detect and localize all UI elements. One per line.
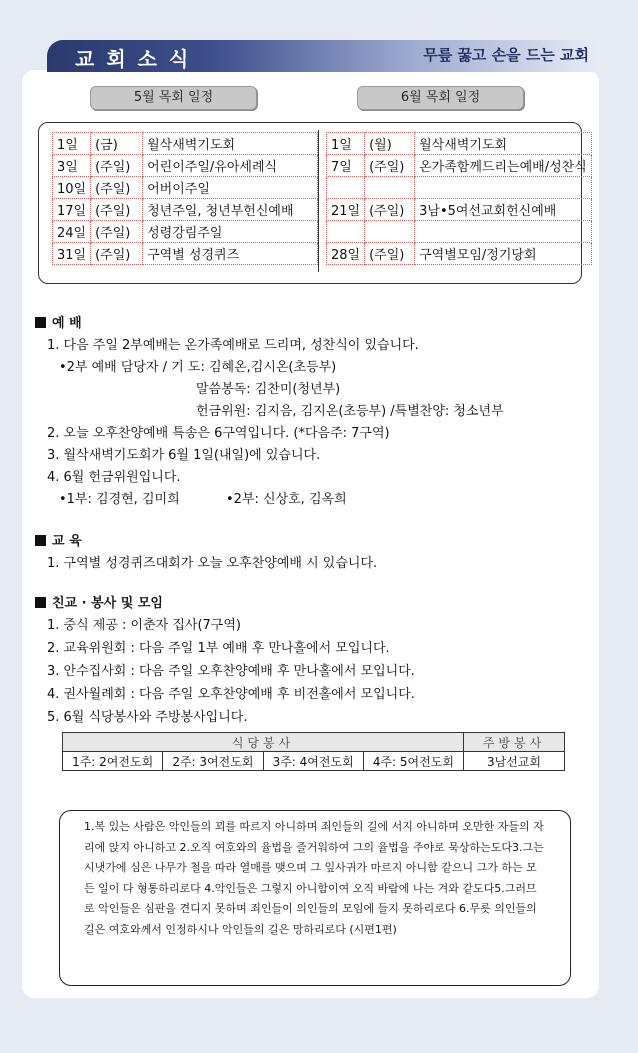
worship-line-2: •2부 예배 담당자 / 기 도: 김혜온,김시온(초등부) [59,360,337,375]
psalm-text: 1.복 있는 사람은 악인들의 꾀를 따르지 아니하며 죄인들의 길에 서지 아니하며 오만한 자들의 자리에 앉지 아니하고 2.오직 여호와의 율법을 즐거워하여 그의 율법을 주야로 묵상하는도다3.그는 시냇가에 심은 나무가 철을 따라 열매를 맺으며 그 잎사귀가 마르지 아니함 같으니 그가 하는 모든 일이 다 형통하리로다 4.악인들은 그렇지 아니함이여 오직 바람에 나는 겨와 같도다5.그러므로 악인들은 심판을 견디지 못하며 죄인들이 의인들의 모임에 들지 못하리로다 6.무릇 의인들의 길은 여호와께서 인정하시나 악인들의 길은 망하리로다 (시편1편) [84,820,544,936]
schedule-event: 어버이주일 [143,177,318,199]
bullet-square-icon [35,535,46,546]
banner-slogan: 무릎 꿇고 손을 드는 교회 [423,46,589,64]
fellowship-section-title: 친교 · 봉사 및 모임 [35,592,163,611]
june-schedule-row [327,177,592,199]
schedule-day: (주일) [91,199,143,221]
worship-line-7: 4. 6월 헌금위원입니다. [47,470,181,485]
fellowship-line-3: 3. 안수집사회 : 다음 주일 오후찬양예배 후 만나홀에서 모입니다. [47,664,415,679]
header-banner [47,40,599,72]
schedule-divider [318,130,319,272]
may-schedule-row [53,133,318,155]
schedule-event: 구역별모임/정기당회 [415,243,592,265]
may-schedule-row [53,177,318,199]
may-schedule-table [52,132,318,265]
schedule-date: 21일 [327,199,365,221]
schedule-day: (주일) [365,155,415,177]
may-schedule-row [53,155,318,177]
schedule-day [365,221,415,243]
june-schedule-row [327,155,592,177]
june-schedule-row [327,243,592,265]
schedule-event: 월삭새벽기도회 [143,133,318,155]
june-schedule-row [327,199,592,221]
schedule-date [327,177,365,199]
schedule-day: (월) [365,133,415,155]
dining-week-3: 3주: 4여전도회 [263,752,363,771]
worship-line-4: 헌금위원: 김지음, 김지온(초등부) /특별찬양: 청소년부 [196,404,504,419]
schedule-day: (주일) [365,243,415,265]
schedule-date: 17일 [53,199,91,221]
dining-week-1: 1주: 2여전도회 [63,752,163,771]
schedule-date: 24일 [53,221,91,243]
schedule-day [365,177,415,199]
bullet-square-icon [35,317,46,328]
schedule-date: 7일 [327,155,365,177]
worship-line-5: 2. 오늘 오후찬양예배 특송은 6구역입니다. (*다음주: 7구역) [47,426,390,441]
worship-line-8a: •1부: 김경현, 김미희 [59,492,180,507]
schedule-day: (금) [91,133,143,155]
fellowship-line-4: 4. 권사월례회 : 다음 주일 오후찬양예배 후 비전홀에서 모입니다. [47,687,415,702]
bullet-square-icon [35,597,46,608]
worship-line-3: 말씀봉독: 김찬미(청년부) [196,382,341,397]
fellowship-line-1: 1. 중식 제공 : 이춘자 집사(7구역) [47,618,241,633]
schedule-event: 월삭새벽기도회 [415,133,592,155]
may-schedule-row [53,221,318,243]
schedule-date: 3일 [53,155,91,177]
kitchen-header: 주방봉사 [464,733,565,752]
may-schedule-row [53,243,318,265]
schedule-event: 3남•5여선교회헌신예배 [415,199,592,221]
june-schedule-row [327,133,592,155]
june-schedule-table [326,132,592,265]
dining-header: 식당봉사 [63,733,464,752]
schedule-event: 성령강림주일 [143,221,318,243]
june-schedule-row [327,221,592,243]
banner-title: 교회소식 [75,47,201,71]
schedule-event [415,221,592,243]
kitchen-team: 3남선교회 [464,752,565,771]
dining-week-4: 4주: 5여전도회 [363,752,463,771]
education-line-1: 1. 구역별 성경퀴즈대회가 오늘 오후찬양예배 시 있습니다. [47,556,378,571]
may-schedule-label: 5월 목회 일정 [90,86,257,110]
schedule-date: 31일 [53,243,91,265]
schedule-day: (주일) [91,221,143,243]
fellowship-line-2: 2. 교육위원회 : 다음 주일 1부 예배 후 만나홀에서 모입니다. [47,641,390,656]
schedule-day: (주일) [365,199,415,221]
schedule-date: 1일 [327,133,365,155]
schedule-day: (주일) [91,243,143,265]
worship-section-title: 예 배 [35,312,82,331]
worship-line-1: 1. 다음 주일 2부예배는 온가족예배로 드리며, 성찬식이 있습니다. [47,338,419,353]
dining-week-2: 2주: 3여전도회 [163,752,263,771]
schedule-event: 청년주일, 청년부헌신예배 [143,199,318,221]
schedule-date [327,221,365,243]
schedule-day: (주일) [91,155,143,177]
schedule-date: 28일 [327,243,365,265]
schedule-event: 온가족함께드리는예배/성찬식 [415,155,592,177]
education-section-title: 교 육 [35,530,82,549]
schedule-date: 10일 [53,177,91,199]
schedule-date: 1일 [53,133,91,155]
schedule-event: 어린이주일/유아세례식 [143,155,318,177]
schedule-event [415,177,592,199]
may-schedule-row [53,199,318,221]
schedule-day: (주일) [91,177,143,199]
service-table [62,732,565,771]
worship-line-8b: •2부: 신상호, 김옥희 [226,492,347,507]
fellowship-line-5: 5. 6월 식당봉사와 주방봉사입니다. [47,710,248,725]
worship-line-6: 3. 월삭새벽기도회가 6월 1일(내일)에 있습니다. [47,448,321,463]
schedule-event: 구역별 성경퀴즈 [143,243,318,265]
june-schedule-label: 6월 목회 일정 [357,86,524,110]
